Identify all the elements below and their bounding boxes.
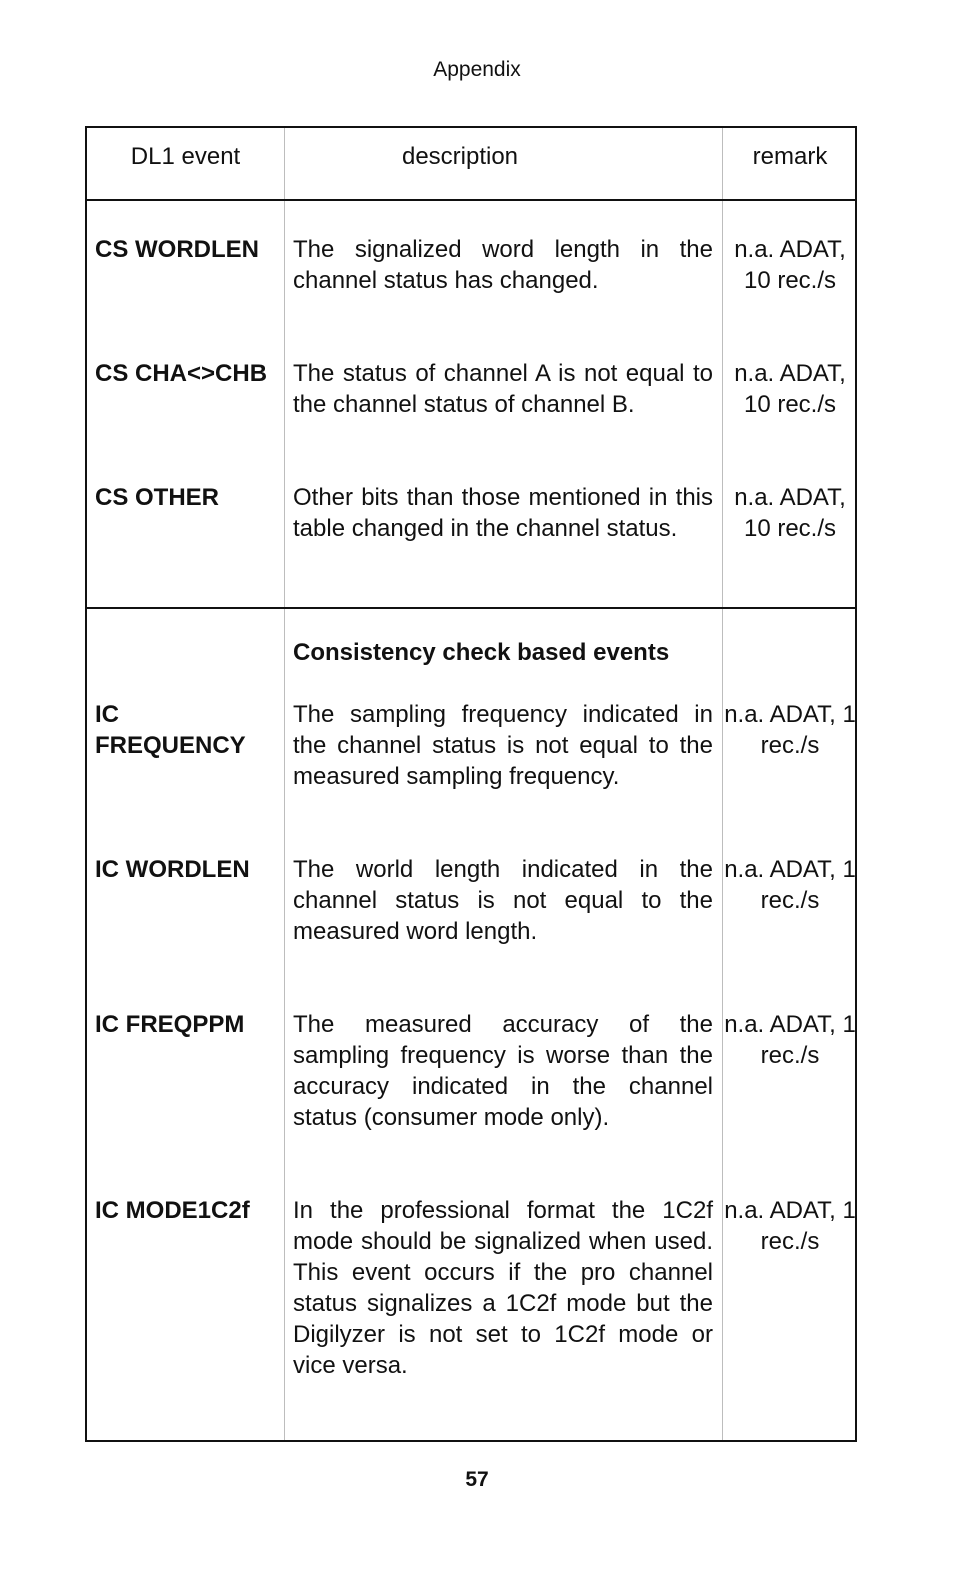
event-description: The signalized word length in the channel status has changed. (293, 236, 713, 294)
event-name: CS OTHER (95, 484, 220, 511)
section-title: Consistency check based events (293, 639, 670, 666)
event-remark: n.a. ADAT, 1 rec./s (724, 856, 856, 914)
event-remark: n.a. ADAT, 1 rec./s (724, 701, 856, 759)
event-name: CS CHA<>CHB (95, 360, 268, 387)
column-header-description: description (401, 143, 519, 170)
event-description: The measured accuracy of the sampling frequency is worse than the accuracy indicated in the channel status (consumer mode only). (293, 1011, 713, 1131)
event-name: IC WORDLEN (95, 856, 250, 883)
page-number: 57 (465, 1468, 489, 1491)
event-description: In the professional format the 1C2f mode should be signalized when used. This event occurs if the pro channel status signalizes a 1C2f mode but the Digilyzer is not set to 1C2f mode or vice versa. (293, 1197, 713, 1379)
event-table (85, 126, 857, 1442)
header-divider (87, 199, 855, 201)
page-header: Appendix (433, 58, 521, 81)
column-header-remark: remark (752, 143, 828, 170)
event-description: Other bits than those mentioned in this table changed in the channel status. (293, 484, 713, 542)
group-divider (87, 607, 855, 609)
event-remark: n.a. ADAT, 10 rec./s (734, 236, 846, 294)
event-name: IC MODE1C2f (95, 1197, 250, 1224)
event-description: The status of channel A is not equal to the channel status of channel B. (293, 360, 713, 418)
event-description: The world length indicated in the channel status is not equal to the measured word length. (293, 856, 713, 945)
event-name: IC FREQUENCY (95, 701, 246, 759)
event-remark: n.a. ADAT, 1 rec./s (724, 1197, 856, 1255)
event-remark: n.a. ADAT, 1 rec./s (724, 1011, 856, 1069)
column-divider (284, 128, 285, 1440)
event-remark: n.a. ADAT, 10 rec./s (734, 360, 846, 418)
event-name: IC FREQPPM (95, 1011, 245, 1038)
event-remark: n.a. ADAT, 10 rec./s (734, 484, 846, 542)
event-description: The sampling frequency indicated in the channel status is not equal to the measured sampling frequency. (293, 701, 713, 790)
column-header-event: DL1 event (130, 143, 241, 170)
event-name: CS WORDLEN (95, 236, 259, 263)
